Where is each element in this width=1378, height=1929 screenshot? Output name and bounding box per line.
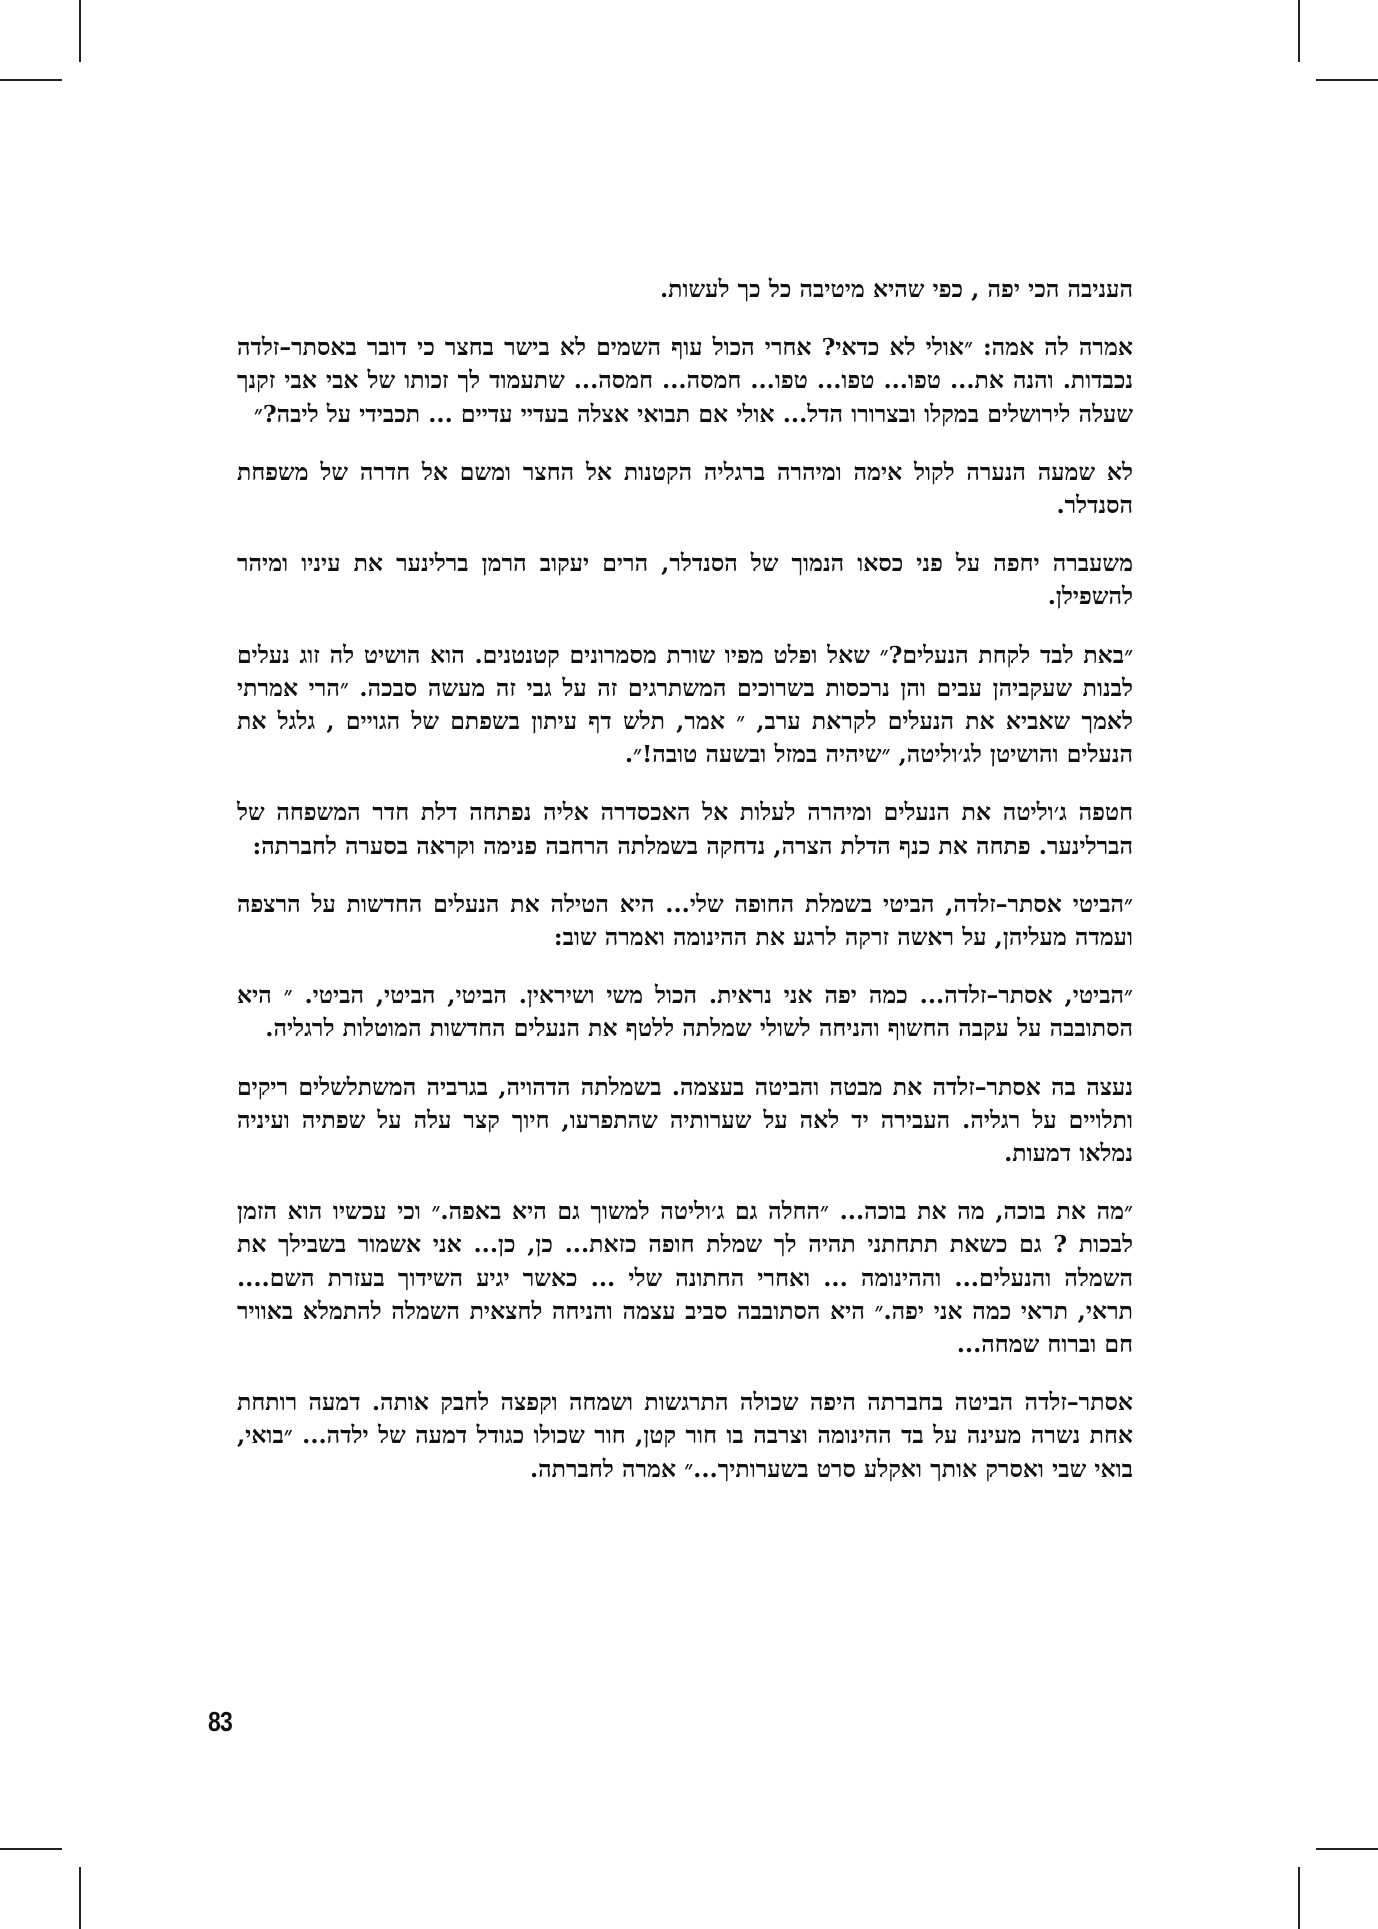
paragraph-7: ״הביטי אסתר–זלדה, הביטי בשמלת החופה שלי... היא הטילה את הנעלים החדשות על הרצפה ועמדה מעליהן, על ראשה זרקה לרגע את ההינומה ואמרה שוב:	[237, 889, 1133, 952]
paragraph-2: אמרה לה אמה: ״אולי לא כדאי? אחרי הכול עוף השמים לא בישר בחצר כי דובר באסתר–זלדה נכבדות. והנה את... טפו... טפו... טפו... חמסה... חמסה... שתעמוד לך זכותו של אבי אבי זקנך שעלה לירושלים במקלו ובצרורו הדל... אולי אם תבואי אצלה בעדיי עדיים ... תכבידי על ליבה?״	[237, 333, 1133, 428]
paragraph-10: ״מה את בוכה, מה את בוכה... ״החלה גם ג׳וליטה למשוך גם היא באפה.״ וכי עכשיו הוא הזמן לבכות ? גם כשאת תתחתני תהיה לך שמלת חופה כזאת... כן, כן... אני אשמור בשבילך את השמלה והנעלים... וההינומה ... ואחרי החתונה שלי ... כאשר יגיע השידוך בעזרת השם.... תראי, תראי כמה אני יפה.״ היא הסתובבה סביב עצמה והניחה לחצאית השמלה להתמלא באוויר חם וברוח שמחה...	[237, 1197, 1133, 1359]
page-number: 83	[208, 1706, 232, 1737]
crop-mark-bottom-left-horizontal	[0, 1848, 62, 1850]
crop-mark-bottom-right-horizontal	[1316, 1848, 1378, 1850]
paragraph-6: חטפה ג׳וליטה את הנעלים ומיהרה לעלות אל האכסדרה אליה נפתחה דלת חדר המשפחה של הברלינער. פתחה את כנף הדלת הצרה, נדחקה בשמלתה הרחבה פנימה וקראה בסערה לחברתה:	[237, 798, 1133, 860]
crop-mark-top-left-horizontal	[0, 79, 62, 81]
crop-mark-bottom-right-vertical	[1298, 1867, 1300, 1929]
page-text-body	[237, 273, 1133, 1511]
paragraph-5: ״באת לבד לקחת הנעלים?״ שאל ופלט מפיו שורת מסמרונים קטנטנים. הוא הושיט לה זוג נעלים לבנות שעקביהן עבים והן נרכסות בשרוכים המשתרגים זה על גבי זה מעשה סבכה. ״הרי אמרתי לאמך שאביא את הנעלים לקראת ערב, ״ אמר, תלש דף עיתון בשפתם של הגויים , גלגל את הנעלים והושיטן לג׳וליטה, ״שיהיה במזל ובשעה טובה!״.	[237, 640, 1133, 769]
crop-mark-bottom-left-vertical	[79, 1867, 81, 1929]
paragraph-3: לא שמעה הנערה לקול אימה ומיהרה ברגליה הקטנות אל החצר ומשם אל חדרה של משפחת הסנדלר.	[237, 457, 1133, 520]
paragraph-8: ״הביטי, אסתר–זלדה... כמה יפה אני נראית. הכול משי ושיראין. הביטי, הביטי, הביטי. ״ היא הסתובבה על עקבה החשוף והניחה לשולי שמלתה ללטף את הנעלים החדשות המוטלות לרגליה.	[237, 981, 1133, 1043]
crop-mark-top-right-horizontal	[1316, 79, 1378, 81]
paragraph-11: אסתר–זלדה הביטה בחברתה היפה שכולה התרגשות ושמחה וקפצה לחבק אותה. דמעה רותחת אחת נשרה מעינה על בד ההינומה וצרבה בו חור קטן, חור שכולו כגודל דמעה של ילדה... ״בואי, בואי שבי ואסרק אותך ואקלע סרט בשערותיך...״ אמרה לחברתה.	[237, 1388, 1133, 1483]
crop-mark-top-right-vertical	[1298, 0, 1300, 62]
paragraph-1: העניבה הכי יפה , כפי שהיא מיטיבה כל כך לעשות.	[660, 275, 1133, 303]
crop-mark-top-left-vertical	[79, 0, 81, 62]
paragraph-4: משעברה יחפה על פני כסאו הנמוך של הסנדלר, הרים יעקוב הרמן ברלינער את עיניו ומיהר להשפילן.	[237, 549, 1133, 611]
paragraph-9: נעצה בה אסתר–זלדה את מבטה והביטה בעצמה. בשמלתה הדהויה, בגרביה המשתלשלים ריקים ותלויים על רגליה. העבירה יד לאה על שערותיה שהתפרעו, חיוך קצר עלה על שפתיה ועיניה נמלאו דמעות.	[237, 1072, 1133, 1168]
